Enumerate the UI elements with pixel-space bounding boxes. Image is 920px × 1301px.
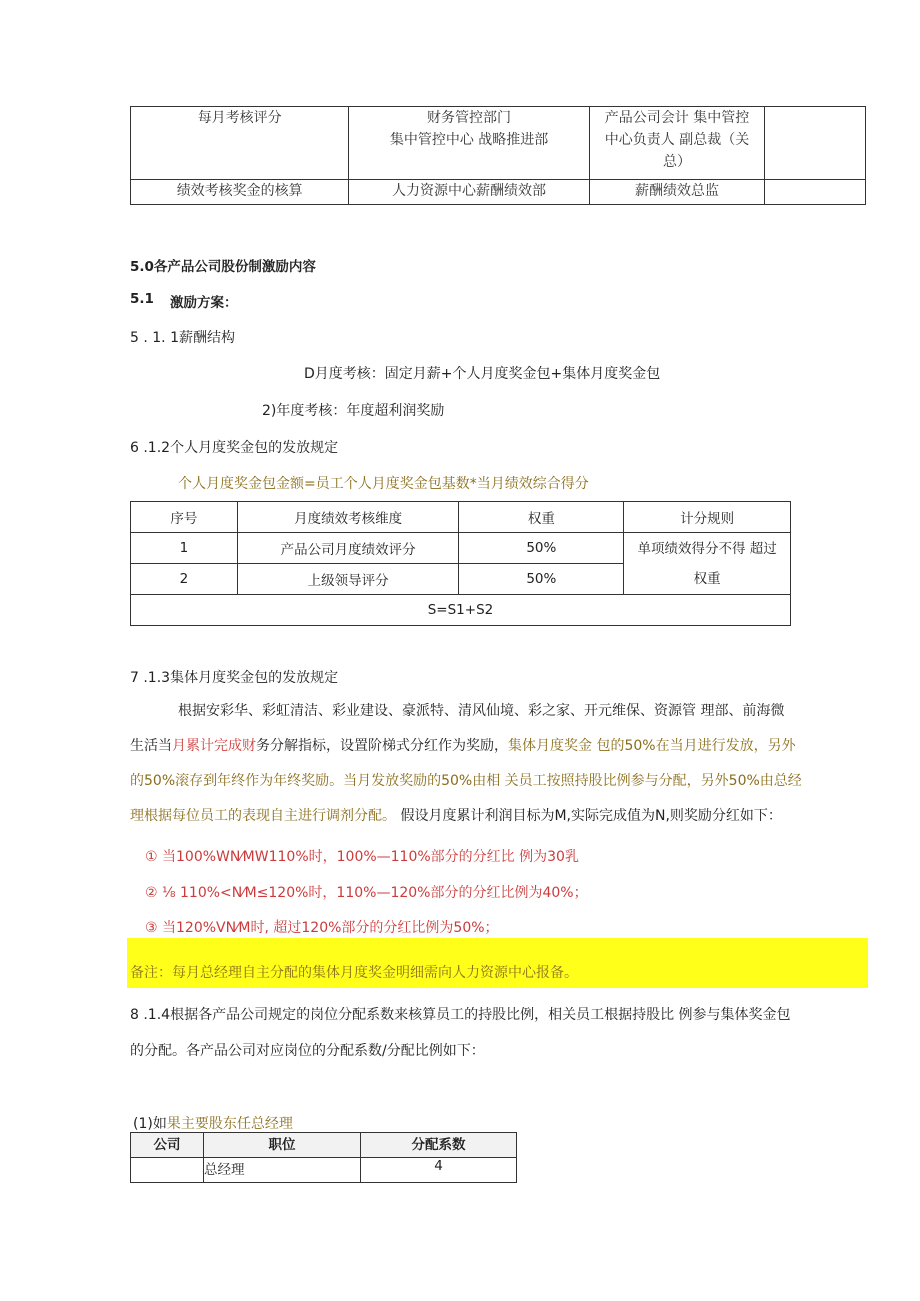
cell-line: 财务管控部门 (427, 110, 512, 126)
table-cell: 绩效考核奖金的核算 (131, 180, 349, 205)
column-header: 序号 (131, 502, 238, 533)
paragraph-line (130, 729, 866, 764)
column-header: 公司 (131, 1133, 204, 1158)
responsibility-table (130, 106, 866, 205)
table-cell: 50% (459, 564, 624, 595)
table-cell: 1 (131, 533, 238, 564)
personal-bonus-formula: 个人月度奖金包金额=员工个人月度奖金包基数*当月绩效综合得分 (178, 476, 589, 492)
table-cell (131, 1158, 204, 1183)
cell-line: 产品公司会计 集中管控 (604, 110, 750, 126)
paragraph-line (130, 799, 866, 834)
case-title (133, 1113, 293, 1133)
column-header: 月度绩效考核维度 (237, 502, 459, 533)
yearly-assessment-line: 2)年度考核：年度超利润奖励 (262, 403, 445, 419)
personal-bonus-table (130, 501, 791, 626)
table-row (131, 107, 866, 180)
table-cell: 人力资源中心薪酬绩效部 (349, 180, 589, 205)
text-run: 假设月度累计利润目标为M,实际完成值为N,则奖励分红如下： (396, 808, 782, 824)
column-header: 职位 (204, 1133, 361, 1158)
table-cell: 薪酬绩效总监 (589, 180, 765, 205)
allocation-table (130, 1132, 517, 1183)
paragraph-line: 的50%滚存到年终作为年终奖励。当月发放奖励的50%由相 关员工按照持股比例参与分配，另外50%由总经 (130, 773, 802, 789)
cell-line: 中心负责人 副总裁（关 (604, 132, 750, 148)
column-header: 计分规则 (624, 502, 791, 533)
table-cell: 产品公司月度绩效评分 (237, 533, 459, 564)
cell-line: 总） (663, 154, 691, 170)
text-run: 务分解指标，设置阶梯式分红作为奖励， (256, 738, 508, 754)
text-run: 生活当 (130, 738, 172, 754)
table-cell (765, 180, 866, 205)
monthly-assessment-line: D月度考核：固定月薪+个人月度奖金包+集体月度奖金包 (304, 366, 661, 382)
heading-5-1-4: 8 .1.4根据各产品公司规定的岗位分配系数来核算员工的持股比例，相关员工根据持股比 例参与集体奖金包 (130, 1007, 791, 1023)
section-title: 5.0各产品公司股份制激励内容 (130, 259, 316, 275)
column-header: 分配系数 (361, 1133, 517, 1158)
text-run: 理根据每位员工的表现自主进行调剂分配。 (130, 808, 396, 824)
cell-line: 权重 (693, 570, 721, 587)
table-cell (349, 107, 589, 180)
table-row (131, 595, 791, 626)
heading-5-1-1: 5 . 1. 1薪酬结构 (130, 330, 235, 346)
table-cell: 50% (459, 533, 624, 564)
text-run: 果主要股东任总经理 (166, 1116, 293, 1132)
table-header-row (131, 1133, 517, 1158)
heading-5-1-2: 6 .1.2个人月度奖金包的发放规定 (130, 440, 339, 456)
paragraph-line: 根据安彩华、彩虹清洁、彩业建设、豪派特、清风仙境、彩之家、开元维保、资源管 理部、前海微 (178, 703, 785, 719)
table-total-cell: S=S1+S2 (131, 595, 791, 626)
table-row (131, 180, 866, 205)
subsection-number: 5.1 (130, 291, 154, 307)
table-row (131, 533, 791, 564)
table-row (131, 1158, 517, 1183)
table-header-row (131, 502, 791, 533)
text-run: 月累计完成财 (172, 738, 256, 754)
collective-paragraph (130, 694, 866, 834)
cell-line: 集中管控中心 战略推进部 (389, 132, 549, 148)
table-cell (624, 533, 791, 595)
heading-5-1-3: 7 .1.3集体月度奖金包的发放规定 (130, 670, 339, 686)
subsection-title: 激励方案： (170, 295, 238, 311)
table-cell: 上级领导评分 (237, 564, 459, 595)
note-text: 备注：每月总经理自主分配的集体月度奖金明细需向人力资源中心报备。 (130, 965, 578, 981)
table-cell: 4 (361, 1158, 517, 1183)
condition-1: ① 当100%WN⁄MW110%时，100%—110%部分的分红比 例为30乳 (145, 849, 579, 865)
table-cell: 2 (131, 564, 238, 595)
text-run: (1)如 (133, 1116, 167, 1132)
condition-3: ③ 当120%VN⁄M时, 超过120%部分的分红比例为50%； (145, 920, 499, 936)
cell-line: 单项绩效得分不得 超过 (637, 540, 777, 557)
condition-2: ② ⅛ 110%<N⁄M≤120%时，110%—120%部分的分红比例为40%； (145, 885, 588, 901)
text-run: 集体月度奖金 包的50%在当月进行发放，另外 (508, 738, 796, 754)
table-cell: 每月考核评分 (131, 107, 349, 180)
table-cell (765, 107, 866, 180)
allocation-intro-cont: 的分配。各产品公司对应岗位的分配系数/分配比例如下： (130, 1043, 485, 1059)
column-header: 权重 (459, 502, 624, 533)
table-cell (589, 107, 765, 180)
table-cell: 总经理 (204, 1158, 361, 1183)
